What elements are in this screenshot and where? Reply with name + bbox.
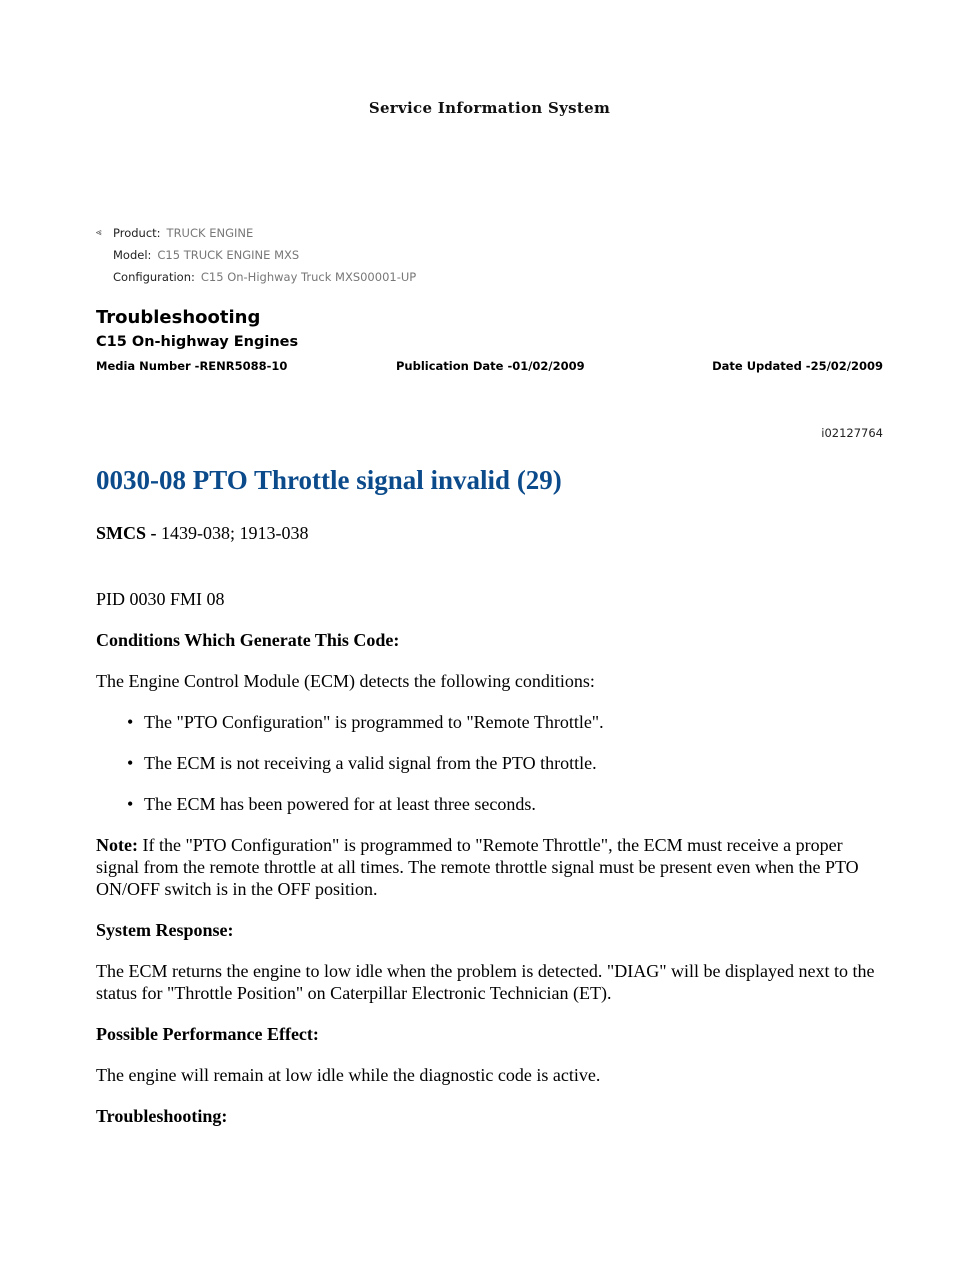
conditions-list (96, 711, 886, 815)
product-row (96, 222, 416, 244)
smcs-line (96, 522, 886, 544)
publication-date: Publication Date -01/02/2009 (396, 359, 585, 373)
system-response-heading: System Response: (96, 920, 234, 940)
model-label: Model: (113, 248, 152, 262)
date-updated: Date Updated -25/02/2009 (712, 359, 883, 373)
list-item: • The "PTO Configuration" is programmed to "Remote Throttle". (127, 711, 886, 733)
product-info (96, 222, 416, 288)
system-response-text: The ECM returns the engine to low idle when the problem is detected. "DIAG" will be displayed next to the status for "Throttle Position" on Caterpillar Electronic Technician (ET). (96, 961, 875, 1003)
configuration-value: C15 On-Highway Truck MXS00001-UP (200, 270, 417, 284)
list-item: • The ECM has been powered for at least three seconds. (127, 793, 886, 815)
configuration-label: Configuration: (113, 270, 195, 284)
media-number: Media Number -RENR5088-10 (96, 359, 288, 373)
note-label: Note: (96, 835, 138, 855)
smcs-label: SMCS - (96, 523, 157, 543)
document-subtitle: C15 On-highway Engines (96, 334, 299, 350)
list-item: • The ECM is not receiving a valid signal from the PTO throttle. (127, 752, 886, 774)
document-title: Troubleshooting (96, 307, 261, 328)
troubleshooting-heading: Troubleshooting: (96, 1106, 228, 1126)
product-label: Product: (113, 226, 161, 240)
system-title: Service Information System (368, 99, 611, 117)
note-text: If the "PTO Configuration" is programmed to "Remote Throttle", the ECM must receive a proper signal from the remote throttle at all times. The remote throttle signal must be present even when the PTO ON/OFF switch is in the OFF position. (96, 835, 859, 899)
configuration-row (96, 266, 416, 288)
document-id: i02127764 (821, 426, 883, 440)
model-row (96, 244, 416, 266)
smcs-value: 1439-038; 1913-038 (156, 523, 309, 543)
page-heading: 0030-08 PTO Throttle signal invalid (29) (96, 465, 562, 495)
performance-heading: Possible Performance Effect: (96, 1024, 319, 1044)
conditions-heading: Conditions Which Generate This Code: (96, 630, 400, 650)
product-value: TRUCK ENGINE (166, 226, 254, 240)
collapse-arrow-icon[interactable]: ⪡ (96, 227, 102, 238)
document-body (96, 522, 886, 1146)
conditions-intro: The Engine Control Module (ECM) detects the following conditions: (96, 671, 595, 691)
note-paragraph (96, 834, 886, 900)
performance-text: The engine will remain at low idle while the diagnostic code is active. (96, 1065, 601, 1085)
pid-line: PID 0030 FMI 08 (96, 589, 225, 609)
model-value: C15 TRUCK ENGINE MXS (157, 248, 300, 262)
